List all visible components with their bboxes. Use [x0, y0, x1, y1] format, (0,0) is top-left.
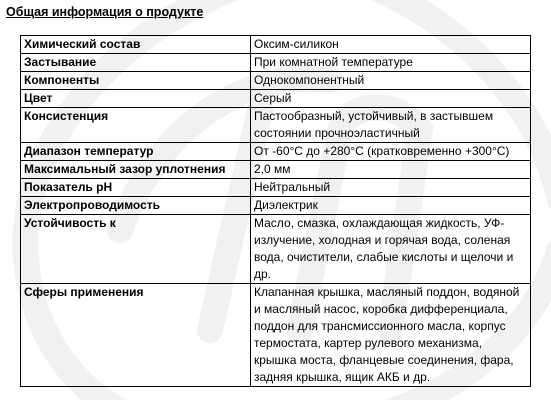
- row-value: Оксим-силикон: [251, 36, 531, 54]
- row-value: Клапанная крышка, масляный поддон, водяной и масляный насос, коробка дифференциала, поддон для трансмиссионного масла, корпус термостата, картер рулевого механизма, крышка моста, фланцевые соединения, фара, задняя крышка, ящик АКБ и др.: [251, 284, 531, 387]
- table-row: [21, 108, 531, 143]
- table-row: [21, 54, 531, 72]
- row-value: Масло, смазка, охлаждающая жидкость, УФ-излучение, холодная и горячая вода, соленая вода, очистители, слабые кислоты и щелочи и др.: [251, 215, 531, 284]
- row-label: Максимальный зазор уплотнения: [21, 161, 251, 179]
- row-value: Пастообразный, устойчивый, в застывшем состоянии прочноэластичный: [251, 108, 531, 143]
- row-value: Серый: [251, 90, 531, 108]
- row-label: Диапазон температур: [21, 143, 251, 161]
- table-row: [21, 143, 531, 161]
- table-row: [21, 161, 531, 179]
- table-row: [21, 72, 531, 90]
- row-value: 2,0 мм: [251, 161, 531, 179]
- row-label: Застывание: [21, 54, 251, 72]
- section-title: Общая информация о продукте: [6, 5, 204, 19]
- row-value: От -60°C до +280°C (кратковременно +300°C): [251, 143, 531, 161]
- row-value: Однокомпонентный: [251, 72, 531, 90]
- row-label: Химический состав: [21, 36, 251, 54]
- table-row: [21, 215, 531, 284]
- row-label: Показатель pH: [21, 179, 251, 197]
- row-label: Цвет: [21, 90, 251, 108]
- product-spec-table: [20, 35, 531, 387]
- row-label: Сферы применения: [21, 284, 251, 387]
- table-row: [21, 90, 531, 108]
- row-label: Устойчивость к: [21, 215, 251, 284]
- row-value: Диэлектрик: [251, 197, 531, 215]
- table-row: [21, 179, 531, 197]
- table-row: [21, 197, 531, 215]
- row-label: Компоненты: [21, 72, 251, 90]
- table-row: [21, 284, 531, 387]
- row-value: При комнатной температуре: [251, 54, 531, 72]
- row-value: Нейтральный: [251, 179, 531, 197]
- table-row: [21, 36, 531, 54]
- row-label: Консистенция: [21, 108, 251, 143]
- row-label: Электропроводимость: [21, 197, 251, 215]
